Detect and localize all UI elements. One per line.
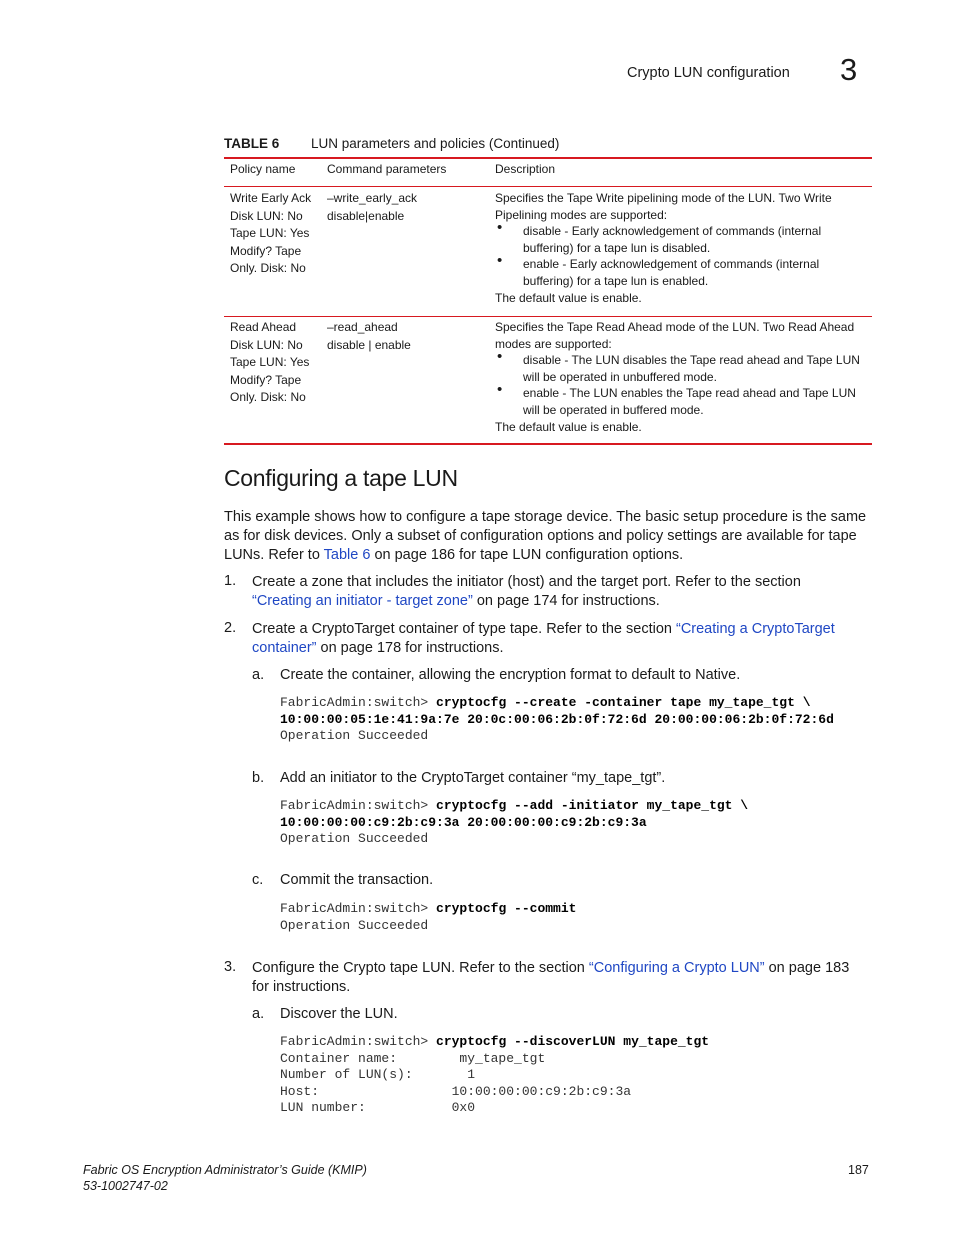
- description-outro: The default value is enable.: [495, 420, 642, 434]
- description-intro: Specifies the Tape Read Ahead mode of the LUN. Two Read Ahead modes are supported:: [495, 320, 855, 351]
- bullet-term: enable: [523, 257, 560, 271]
- bullet-text: - The LUN enables the Tape read ahead and Tape LUN will be operated in buffered mode.: [523, 386, 856, 417]
- substep-text: Create the container, allowing the encryption format to default to Native.: [280, 667, 741, 683]
- table-link[interactable]: Table 6: [323, 547, 371, 563]
- cli-command-cont: 10:00:00:05:1e:41:9a:7e 20:0c:00:06:2b:0f:72:6d 20:00:00:06:2b:0f:72:6d: [280, 711, 834, 727]
- param-values: disable|enable: [327, 208, 405, 223]
- cli-output: Operation Succeeded: [280, 728, 429, 743]
- table-row-params: [327, 190, 487, 225]
- cli-command: cryptocfg --create -container tape my_tape_tgt \: [436, 695, 811, 710]
- step-number: 2.: [224, 620, 237, 636]
- cli-output: Operation Succeeded: [280, 917, 429, 933]
- step-text-end: on page 178 for instructions.: [316, 640, 504, 656]
- cli-command: cryptocfg --discoverLUN my_tape_tgt: [436, 1034, 710, 1049]
- cli-output-line: LUN number: 0x0: [280, 1100, 476, 1115]
- chapter-number: 3: [840, 52, 858, 87]
- step-text-end: on page 183 for instructions.: [252, 960, 850, 995]
- bullet-term: disable: [523, 224, 562, 238]
- param-name: –read_ahead: [327, 320, 398, 334]
- footer-doc-id: 53-1002747-02: [83, 1179, 168, 1193]
- cli-prompt: FabricAdmin:switch>: [280, 798, 437, 813]
- cli-output: Operation Succeeded: [280, 831, 429, 846]
- policy-disk: Disk LUN: No: [230, 337, 303, 352]
- policy-name: Write Early Ack: [230, 191, 312, 205]
- step-text: [252, 620, 862, 658]
- cli-prompt: FabricAdmin:switch>: [280, 1034, 437, 1049]
- substep-letter: b.: [252, 770, 265, 786]
- bullet-text: - The LUN disables the Tape read ahead and Tape LUN will be operated in unbuffered mode.: [523, 353, 860, 384]
- table-row-description: [495, 319, 867, 436]
- table-row-params: [327, 319, 487, 354]
- bullet-text: - Early acknowledgement of commands (internal buffering) for a tape lun is enabled.: [523, 257, 820, 288]
- step-text-mid: . Refer to the section: [538, 621, 676, 637]
- step-text-start: Create a zone that includes the initiator (host) and the target port. Refer to the section: [252, 574, 801, 590]
- table-caption: [224, 136, 872, 151]
- description-outro: The default value is enable.: [495, 291, 642, 305]
- substep-text: Discover the LUN.: [280, 1006, 398, 1022]
- running-header-title: Crypto LUN configuration: [627, 65, 790, 81]
- substep-text: Commit the transaction.: [280, 872, 434, 888]
- footer-left: [83, 1162, 367, 1194]
- description-bullet: [495, 256, 867, 289]
- cross-reference-link[interactable]: “Configuring a Crypto LUN”: [588, 960, 765, 976]
- param-name: –write_early_ack: [327, 191, 418, 205]
- cli-command: cryptocfg --commit: [436, 901, 577, 916]
- substep-text: Add an initiator to the CryptoTarget container “my_tape_tgt”.: [280, 770, 666, 786]
- footer-doc-title: Fabric OS Encryption Administrator’s Guide (KMIP): [83, 1163, 367, 1177]
- cli-prompt: FabricAdmin:switch>: [280, 695, 437, 710]
- code-block-create: [280, 695, 834, 745]
- cli-output-line: Host: 10:00:00:00:c9:2b:c9:3a: [280, 1083, 632, 1099]
- step-text-start: Create a CryptoTarget container of type: [252, 621, 510, 637]
- table-header-rule: [224, 186, 872, 187]
- bullet-term: disable: [523, 353, 562, 367]
- policy-disk: Disk LUN: No: [230, 208, 303, 223]
- intro-text: This example shows how to configure a tape storage device. The basic setup procedure is the same as for disk devices. Only a subset of configuration options and policy settings are available for tape LUNs. Refer to: [224, 509, 867, 563]
- step-text-start: Configure the Crypto tape LUN. Refer to the section: [252, 960, 589, 976]
- table-row-policy: [230, 190, 320, 278]
- policy-tape: Tape LUN: Yes: [230, 226, 310, 240]
- description-intro: Specifies the Tape Write pipelining mode of the LUN. Two Write Pipelining modes are supported:: [495, 191, 832, 222]
- section-heading: Configuring a tape LUN: [224, 465, 458, 491]
- policy-modify: Modify? Tape: [230, 243, 302, 258]
- substep-letter: a.: [252, 1006, 265, 1022]
- code-block-discover: [280, 1034, 709, 1117]
- substep-letter: c.: [252, 872, 264, 888]
- table-row-rule: [224, 316, 872, 317]
- cli-output-line: Number of LUN(s): 1: [280, 1067, 476, 1082]
- step-text: [252, 959, 862, 997]
- table-caption-text: LUN parameters and policies (Continued): [311, 136, 560, 151]
- table-row-description: [495, 190, 867, 307]
- column-header-description: Description: [495, 162, 556, 176]
- table-top-rule: [224, 157, 872, 159]
- cli-prompt: FabricAdmin:switch>: [280, 901, 437, 916]
- bullet-text: - Early acknowledgement of commands (internal buffering) for a tape lun is disabled.: [523, 224, 822, 255]
- bullet-term: enable: [523, 386, 560, 400]
- cli-command: cryptocfg --add -initiator my_tape_tgt \: [436, 798, 749, 813]
- cli-output-line: Container name: my_tape_tgt: [280, 1050, 546, 1066]
- description-bullet: [495, 385, 867, 418]
- policy-name: Read Ahead: [230, 320, 297, 334]
- section-intro: [224, 508, 872, 565]
- cross-reference-link[interactable]: “Creating a CryptoTarget container”: [252, 621, 835, 656]
- code-block-commit: [280, 901, 576, 934]
- table-bottom-rule: [224, 443, 872, 445]
- policy-modify-2: Only. Disk: No: [230, 261, 306, 275]
- table-row-policy: [230, 319, 320, 407]
- page-number: 187: [848, 1163, 869, 1177]
- step-text-end: on page 174 for instructions.: [472, 593, 660, 609]
- step-number: 1.: [224, 573, 237, 589]
- inline-code: tape: [509, 621, 539, 637]
- param-values: disable | enable: [327, 337, 411, 352]
- policy-modify-2: Only. Disk: No: [230, 390, 306, 404]
- policy-tape: Tape LUN: Yes: [230, 355, 310, 369]
- intro-text-end: on page 186 for tape LUN configuration options.: [370, 547, 684, 563]
- cli-command-cont: 10:00:00:00:c9:2b:c9:3a 20:00:00:00:c9:2b:c9:3a: [280, 814, 647, 830]
- cross-reference-link[interactable]: “Creating an initiator - target zone”: [252, 593, 473, 609]
- policy-modify: Modify? Tape: [230, 372, 302, 387]
- column-header-params: Command parameters: [327, 162, 447, 176]
- step-number: 3.: [224, 959, 237, 975]
- description-bullet: [495, 223, 867, 256]
- column-header-policy: Policy name: [230, 162, 296, 176]
- step-text: [252, 573, 862, 611]
- substep-letter: a.: [252, 667, 265, 683]
- code-block-add: [280, 798, 748, 848]
- description-bullet: [495, 352, 867, 385]
- table-label: TABLE 6: [224, 136, 280, 151]
